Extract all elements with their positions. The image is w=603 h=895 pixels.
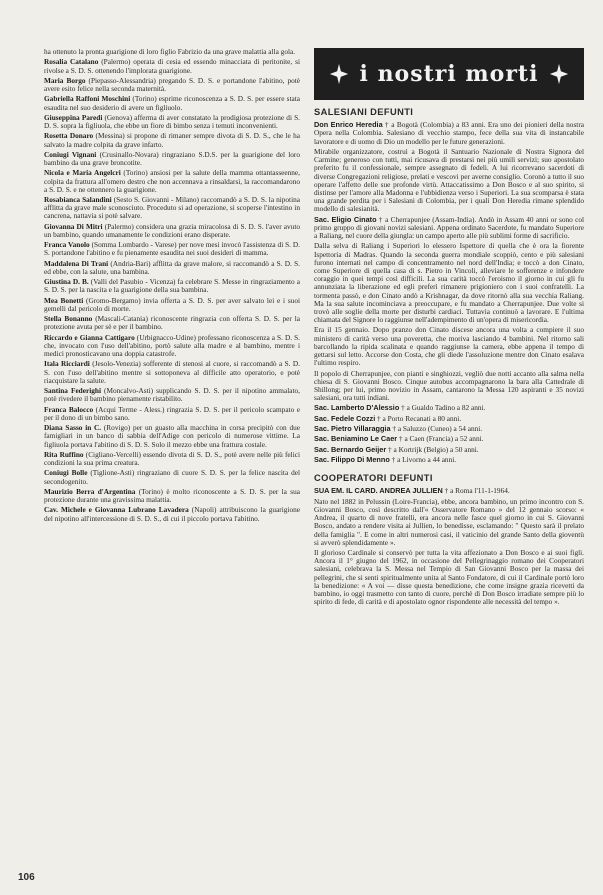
section-heading: COOPERATORI DEFUNTI	[314, 473, 433, 484]
paragraph-text: † a Gualdo Tadino a 82 anni.	[399, 403, 486, 413]
person-name: Franca Vanolo	[44, 240, 90, 250]
paragraph	[44, 241, 300, 257]
paragraph	[314, 435, 584, 443]
paragraph-text: † a Cherrapunjee (Assam-India). Andò in Assam 40 anni or sono col primo gruppo di giovani novizi salesiani. Appena ordinato Sacerdote, fu mandato Superiore a Raliang, nel cuore della giungla: un campo aperto alle più sublimi forme di sacrificio.	[314, 214, 584, 241]
paragraph	[314, 242, 584, 324]
person-name: Giustina D. B.	[44, 277, 89, 287]
person-name: Giuseppina Paredi	[44, 112, 103, 122]
paragraph	[44, 315, 300, 331]
section-banner	[314, 48, 584, 100]
paragraph-text: (Mascali-Catania) riconoscente ringrazia con offerta S. D. S. per la protezione avuta per sè e per il bambino.	[44, 314, 300, 332]
paragraph-text: † a Saluzzo (Cuneo) a 54 anni.	[390, 424, 483, 434]
paragraph-text: (Sesto S. Giovanni - Milano) raccomandò a S. D. S. la nipotina afflitta da grave male sconosciuto. Proceduto si ad operazione, si scoperse l'intestino in cancrena, nattavia si potè salvare.	[44, 195, 300, 221]
person-name: Sac. Filippo Di Menno	[314, 454, 390, 464]
paragraph-text: (Jesolo-Venezia) sofferente di stenosi al cuore, si raccomandò a S. D. S. con l'uso dell'abitino mentre si sottoponeva al difficile atto operatorio, e potè riacquistare la salute.	[44, 359, 301, 385]
person-name: Coniugi Bolle	[44, 468, 88, 478]
paragraph-text: (Torino) è molto riconoscente a S. D. S. per la sua protezione durante una gravissima malattia.	[44, 486, 300, 505]
paragraph-text: (Gromo-Bergamo) invia offerta a S. D. S. per aver salvato lei e i suoi gemelli dal pericolo di morte.	[44, 295, 300, 313]
paragraph	[314, 148, 584, 214]
paragraph-text: Dalla selva di Raliang i Superiori lo elessero Ispettore di quella che è ora la fiorente Ispettoria di Madras. Quando la seconda guerra mondiale scoppiò, cento e più salesiani furono internati nel campo di concentramento nel nord dell'India; e toccò a don Cinato, come Superiore di quella casa di s. Pietro in Vincoli, alleviare le sofferenze e infondere coraggio in quei tempi così difficili. La sua carità toccò l'eroismo il giorno in cui gli fu annunziata la liberazione ed egli preferì rimanere prigioniero con i suoi confratelli. La tormenta passò, e don Cinato andò a Krishnagar, da dove ritornò alla sua vecchia Raliang. Ma la sua salute incominciava a preoccupare, e fu mandato a Cherrapunjee. Due volte si trovò alle soglie della morte per disturbi cardiaci. Tuttavia continuò a lavorare. E l'ultima chiamata del Signore lo raggiunse nell'adempimento di un'opera di misericordia.	[314, 241, 584, 325]
paragraph-text: (Moncalvo-Asti) supplicando S. D. S. per il nipotino ammalato, potè rivedere il bambino pienamente ristabilito.	[44, 386, 300, 404]
paragraph	[44, 451, 300, 467]
section-heading: SALESIANI DEFUNTI	[314, 107, 414, 117]
person-name: Mea Bonetti	[44, 295, 84, 305]
person-name: Rosabianca Salandini	[44, 195, 112, 204]
person-name: Rosetta Donaro	[44, 131, 94, 141]
person-name: Maurizio Berra d'Argentina	[44, 486, 136, 496]
paragraph	[44, 58, 300, 74]
paragraph-text: † a Roma l'11-1-1964.	[442, 486, 510, 496]
salesiani-paragraphs	[314, 121, 584, 402]
person-name: Sac. Bernardo Geijer	[314, 444, 387, 454]
paragraph-text: † a Bogotà (Colombia) a 83 anni. Era uno dei pionieri della nostra Opera nella Colombia. Salesiano di vecchio stampo, fece della sua vita di instancabile lavoratore e di uomo di Dio un modello per le future generazioni.	[314, 120, 584, 146]
paragraph	[44, 278, 300, 294]
paragraph	[44, 114, 300, 130]
paragraph-text: (Torino) esprime riconoscenza a S. D. S. per essere stata esaudita nel suo desiderio di avere un figliuolo.	[44, 94, 300, 112]
person-name: Don Enrico Heredia	[314, 120, 383, 130]
paragraph-text: (Acqui Terme - Aless.) ringrazia S. D. S. per il pericolo scampato e per il dono di un bimbo sano.	[44, 404, 300, 422]
paragraph-text: Nato nel 1882 in Pelussin (Loire-Francia), ebbe, ancora bambino, un primo incontro con S. Giovanni Bosco, così descritto dall'« Osservatore Romano » del 12 gennaio scorso: « Andrea, il quarto di nove fratelli, era ancora nelle fasce quel giorno in cui S. Giovanni Bosco, andato a rendere visita ai Jullien, lo benedisse, esclamando: " Questo sarà il prelato della famiglia ". E come in altri numerosi casi, il vaticinio del grande Santo della gioventù si avverò splendidamente ».	[314, 496, 584, 547]
paragraph-text: (Messina) si propone di rimaner sempre divota di S. D. S., che le ha salvato la madre colpita da grave infarto.	[44, 131, 300, 149]
paragraph	[44, 297, 300, 313]
page-number: 106	[18, 872, 35, 883]
person-name: Diana Sasso in C.	[44, 423, 102, 433]
person-name: Sac. Pietro Villaraggia	[314, 424, 391, 434]
salesiani-list	[314, 404, 584, 464]
paragraph	[44, 488, 300, 504]
paragraph-text: (Palermo) considera una grazia miracolosa di S. D. S. l'aver avuto un bambino, quando umanamente le condizioni erano disperate.	[44, 221, 300, 239]
person-name: Franca Balocco	[44, 404, 94, 414]
paragraph	[44, 469, 300, 485]
left-column	[44, 48, 300, 525]
paragraph	[314, 446, 584, 454]
person-name: Cav. Michele e Giovanna Lubrano Lavadera	[44, 505, 189, 515]
paragraph	[44, 223, 300, 239]
paragraph	[44, 132, 300, 148]
paragraph-text: † a Porto Recanati a 80 anni.	[375, 413, 462, 423]
paragraph-text: (Piepasso-Alessandria) pregando S. D. S. e portandone l'abitino, potè avere esito felice nella seconda maternità.	[44, 75, 301, 93]
paragraph	[44, 151, 300, 167]
paragraph-text: (Rovigo) per un guasto alla macchina in corsa precipitò con due famigliari in un banco di sabbia dell'Adige con pericolo di numerose vittime. La figliuola portava l'abitino di S. D. S. Solo il mezzo ebbe una frattura costale.	[44, 423, 300, 449]
paragraph-text: (Valli del Pasubio - Vicenza) fa celebrare S. Messe in ringraziamento a S. D. S. per la nascita e la guarigione della sua bambina.	[44, 277, 300, 295]
paragraph-text: † a Livorno a 44 anni.	[389, 454, 457, 464]
paragraph	[44, 406, 300, 422]
paragraph	[314, 326, 584, 367]
paragraph	[314, 415, 584, 423]
cross-icon	[328, 63, 350, 85]
paragraph-text: (Somma Lombardo - Varese) per nove mesi invocò l'assistenza di S. D. S. portandone l'abitino e fu pienamente esaudita nei suoi desideri di mamma.	[44, 240, 300, 258]
person-name: Rosalia Catalano	[44, 57, 99, 67]
paragraph-text: † a Kortrijk (Belgio) a 50 anni.	[386, 444, 479, 454]
person-name: Itala Ricciardi	[44, 359, 90, 369]
person-name: Riccardo e Gianna Cattigaro	[44, 332, 135, 342]
paragraph	[44, 77, 300, 93]
right-column	[314, 48, 584, 609]
paragraph-text: (Torino) ansiosi per la salute della mamma ottantasseenne, colpita da frattura all'omero destro che non accennava a rinsaldarsi, la raccomandarono a S. D. S. e ne ottennero la guarigione.	[44, 168, 300, 194]
paragraph-text: (Andria-Bari) afflitta da grave malore, si raccomandò a S. D. S. ed ebbe, con la salute, una bambina.	[44, 258, 300, 276]
paragraph	[44, 506, 300, 522]
paragraph-text: † a Caen (Francia) a 52 anni.	[397, 434, 484, 444]
paragraph-text: Il popolo di Cherrapunjee, con pianti e singhiozzi, vegliò due notti accanto alla salma nella chiesa di S. Giovanni Bosco. Cinque autobus accompagnarono la bara alla Cattedrale di Shillong; per lui, primo novizio in Assam, cantarono la Messa 120 aspiranti e 35 novizi salesiani, ora tutti indiani.	[314, 368, 584, 403]
paragraph-text: Il glorioso Cardinale si conservò per tutta la vita affezionato a Don Bosco e ai suoi figli. Ancora il 1° giugno del 1962, in occasione del Pellegrinaggio romano dei Cooperatori salesiani, celebrava la S. Messa nel Tempio di San Giovanni Bosco per la massa dei pellegrini, che si senti spiritualmente unita al Santo Fondatore, di cui il Cardinale portò loro la benedizione: « A voi — disse questa benedizione, che come insigne grazia ricevetti da bambino, io oggi trasmetto con tanto di cuore, perchè di Don Bosco irradiate sempre più lo spirito di fede, di carità e di apostolato ognor rispondente alle necessità del tempo ».	[314, 548, 584, 607]
paragraph	[314, 121, 584, 146]
person-name: Coniugi Vignani	[44, 149, 97, 159]
paragraph	[44, 424, 300, 449]
paragraph-text: (Cigliano-Vercelli) essendo divota di S. D. S., potè avere nelle più felici condizioni la sua prima creatura.	[44, 449, 300, 468]
person-name: Sac. Beniamino Le Caer	[314, 434, 398, 444]
paragraph	[314, 425, 584, 433]
person-name: Maria Borgo	[44, 75, 86, 85]
banner-title: i nostri morti	[359, 60, 539, 87]
person-name: Stella Bonanno	[44, 314, 93, 324]
paragraph-text: (Palermo) operata di cesia ed essendo minacciata di peritonite, si rivolse a S. D. S. ottenendo l'implorata guarigione.	[44, 57, 300, 75]
paragraph	[314, 498, 584, 547]
person-name: Maddalena Di Trani	[44, 258, 109, 268]
paragraph-text: (Urbignacco-Udine) professano riconoscenza a S. D. S. che, invocato con l'uso dell'abitino, portò salute alla madre e al bambino, mentre i medici pronosticavano una doppia catastrofe.	[44, 332, 300, 359]
paragraph	[314, 549, 584, 606]
paragraph-text: Era il 15 gennaio. Dopo pranzo don Cinato discese ancora una volta a compiere il suo ministero di carità verso una poveretta, che moriva lasciando 4 bambini. Nel ritorno sali barcollando la ripida scalinata e quando raggiunse la camera, ebbe appena il tempo di gettarsi sul letto. Accorse don Costa, che gli diede l'assoluzione mentre don Cinato esalava l'ultimo respiro.	[314, 325, 584, 368]
paragraph	[44, 169, 300, 194]
paragraph	[44, 334, 300, 359]
paragraph-text: (Tiglione-Asti) ringraziano di cuore S. D. S. per la felice nascita del secondogenito.	[44, 468, 301, 486]
paragraph	[44, 387, 300, 403]
paragraph	[314, 216, 584, 241]
paragraph-text: (Crusinallo-Novara) ringraziano S.D.S. per la guarigione del loro bambino da una grave broncotite.	[44, 149, 300, 167]
paragraph	[44, 95, 300, 111]
paragraph	[314, 456, 584, 464]
paragraph	[44, 48, 300, 56]
person-name: Sac. Eligio Cinato	[314, 214, 377, 224]
person-name: Rita Ruffino	[44, 449, 84, 459]
cooperatori-paragraphs	[314, 487, 584, 606]
paragraph-text: Mirabile organizzatore, costruì a Bogotà il Santuario Nazionale di Nostra Signora del Carmine; generoso con tutti, mai ricusava di prestarsi nei più umili servizi; suo apostolato preferito fu il confessionale, sempre assegnato di fedeli. A lui ricorrevano sacerdoti di diverse Congregazioni religiose, prelati e vescovi per averne consiglio. Coronò a tutto il suo operare l'affetto delle sue profonde virtù. Attaccatissimo a Don Bosco e al suo spirito, si distinse per l'amore alla Madonna e l'ubbidienza verso i Superiori. La sua scomparsa è stata una grande perdita per i Salesiani di Colombia, per i quali Don Heredia rimane splendido modello di salesianità.	[314, 146, 584, 214]
paragraph	[314, 404, 584, 412]
person-name: SUA EM. IL CARD. ANDREA JULLIEN	[314, 486, 443, 496]
paragraph-text: (Genova) afferma di aver constatato la prodigiosa protezione di S. D. S. sopra la figliuola, che ebbe un fiore di bimbo senza i temuti inconvenienti.	[44, 112, 300, 130]
paragraph	[314, 487, 584, 495]
person-name: Nicola e Maria Angelcri	[44, 168, 121, 178]
person-name: Sac. Fedele Cozzi	[314, 413, 376, 423]
paragraph-text: ha ottenuto la pronta guarigione di loro figlio Fabrizio da una grave malattia alla gola.	[44, 47, 296, 56]
person-name: Giovanna Di Mitri	[44, 221, 103, 231]
cross-icon	[548, 63, 570, 85]
paragraph	[44, 196, 300, 221]
paragraph	[314, 370, 584, 403]
person-name: Santina Federighi	[44, 386, 101, 396]
person-name: Sac. Lamberto D'Alessio	[314, 403, 400, 413]
paragraph-text: (Napoli) attribuiscono la guarigione del nipotino all'intercessione di S. D. S., di cui il piccolo portava l'abitino.	[44, 505, 300, 523]
paragraph	[44, 360, 300, 385]
paragraph	[44, 260, 300, 276]
person-name: Gabriella Raffoni Moschini	[44, 94, 131, 104]
